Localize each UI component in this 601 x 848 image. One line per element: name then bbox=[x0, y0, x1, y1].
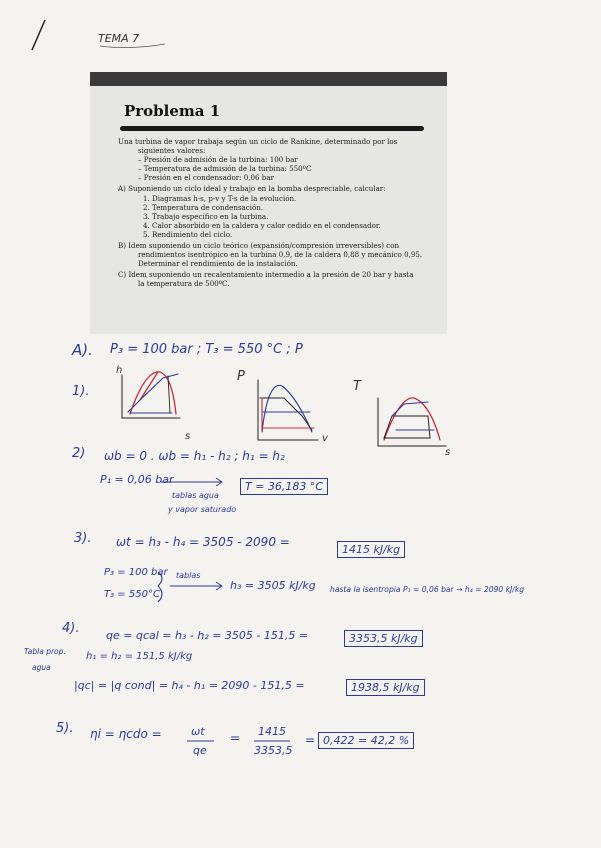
axis-label-t: T bbox=[353, 379, 361, 394]
h3-value: h₃ = 3505 kJ/kg bbox=[230, 579, 316, 592]
part-a-given: P₃ = 100 bar ; T₃ = 550 °C ; P bbox=[110, 342, 303, 357]
axis-label-s: s bbox=[185, 431, 191, 442]
axis-label-h: h bbox=[116, 365, 123, 376]
step-5-label: 5). bbox=[56, 721, 74, 736]
condenser-pressure: P₁ = 0,06 bar bbox=[100, 473, 174, 486]
problem-title: Problema 1 bbox=[124, 102, 221, 120]
tables-short-note: tablas bbox=[176, 571, 201, 580]
heat-in-line: qe = qcal = h₃ - h₂ = 3505 - 151,5 = bbox=[106, 629, 309, 642]
part-c: C) Idem suponiendo un recalentamiento intermedio a la presión de 20 bar y hasta bbox=[118, 270, 414, 280]
task-item: 1. Diagramas h-s, p-v y T-s de la evolución. bbox=[143, 193, 297, 203]
efficiency-result: 0,422 = 42,2 % bbox=[318, 732, 414, 749]
task-item: 5. Rendimiento del ciclo. bbox=[143, 229, 233, 239]
step-3-label: 3). bbox=[74, 531, 92, 546]
problem-statement bbox=[90, 72, 447, 334]
hs-diagram bbox=[122, 372, 180, 418]
intro-line: Una turbina de vapor trabaja según un ciclo de Rankine, determinado por los bbox=[118, 137, 398, 146]
heat-in-result: 3353,5 kJ/kg bbox=[344, 630, 423, 647]
task-item: 2. Temperatura de condensación. bbox=[143, 202, 264, 212]
inlet-pressure: P₃ = 100 bar bbox=[104, 567, 168, 578]
eta-numerator-value: 1415 bbox=[258, 725, 286, 738]
eta-equals-2: = bbox=[305, 733, 316, 747]
turbine-work-line: ωt = h₃ - h₄ = 3505 - 2090 = bbox=[116, 535, 290, 549]
h1-value: h₁ = h₂ = 151,5 kJ/kg bbox=[86, 651, 193, 662]
property-table-note: Tabla prop. bbox=[24, 647, 66, 656]
title-rule bbox=[120, 126, 424, 131]
efficiency-line: ηi = ηcdo = bbox=[90, 727, 162, 741]
given-item: – Presión de admisión de la turbina: 100 bar bbox=[138, 155, 298, 165]
axis-label-v: v bbox=[322, 433, 328, 444]
given-item: – Presión en el condensador: 0,06 bar bbox=[138, 173, 274, 183]
step-1-label: 1). bbox=[72, 384, 90, 399]
isentropic-note: hasta la isentropia P₁ = 0,06 bar → h₄ = 2090 kJ/kg bbox=[330, 585, 525, 594]
eta-denominator-symbol: qe bbox=[193, 744, 207, 757]
pencil-slash-mark bbox=[32, 20, 45, 50]
heat-out-result: 1938,5 kJ/kg bbox=[346, 679, 425, 696]
pv-diagram bbox=[258, 380, 318, 440]
eta-equals: = bbox=[230, 731, 241, 745]
step-2-label: 2) bbox=[72, 446, 86, 461]
axis-label-s-ts: s bbox=[445, 447, 451, 458]
axis-label-p: P bbox=[237, 369, 245, 384]
part-a-label: A). bbox=[72, 341, 93, 359]
part-b: B) Idem suponiendo un ciclo teórico (expansión/compresión irreversibles) con bbox=[118, 241, 400, 251]
problem-body bbox=[118, 137, 428, 289]
task-item: 3. Trabajo específico en la turbina. bbox=[143, 211, 269, 221]
part-c: la temperatura de 500ºC. bbox=[138, 279, 230, 289]
ts-diagram bbox=[378, 398, 446, 446]
eta-numerator-symbol: ωt bbox=[191, 725, 205, 738]
tables-note: y vapor saturado bbox=[168, 505, 237, 514]
tables-note: tablas agua bbox=[172, 491, 219, 500]
condensation-temp-result: T = 36,183 °C bbox=[240, 478, 328, 495]
turbine-work-result: 1415 kJ/kg bbox=[337, 541, 405, 558]
given-item: – Temperatura de admisión de la turbina: 550ºC bbox=[138, 164, 312, 174]
task-item: 4. Calor absorbido en la caldera y calor cedido en el condensador. bbox=[143, 220, 381, 230]
heat-out-line: |qc| = |q cond| = h₄ - h₁ = 2090 - 151,5 = bbox=[74, 679, 305, 692]
part-b: Determinar el rendimiento de la instalación. bbox=[138, 259, 298, 269]
eta-denominator-value: 3353,5 bbox=[254, 744, 293, 757]
step-4-label: 4). bbox=[62, 621, 80, 636]
tema-label: TEMA 7 bbox=[98, 32, 140, 45]
tablas-arrow-2 bbox=[170, 582, 222, 590]
pump-work-line: ωb = 0 . ωb = h₁ - h₂ ; h₁ = h₂ bbox=[104, 449, 285, 463]
intro-line: siguientes valores: bbox=[138, 146, 206, 156]
property-table-note: agua bbox=[32, 663, 51, 672]
inlet-temperature: T₃ = 550°C bbox=[104, 589, 160, 600]
part-b: rendimientos isentrópico en la turbina 0,9, de la caldera 0,88 y mecánico 0,95. bbox=[138, 250, 423, 260]
part-a: A) Suponiendo un ciclo ideal y trabajo en la bomba despreciable, calcular: bbox=[118, 184, 386, 194]
